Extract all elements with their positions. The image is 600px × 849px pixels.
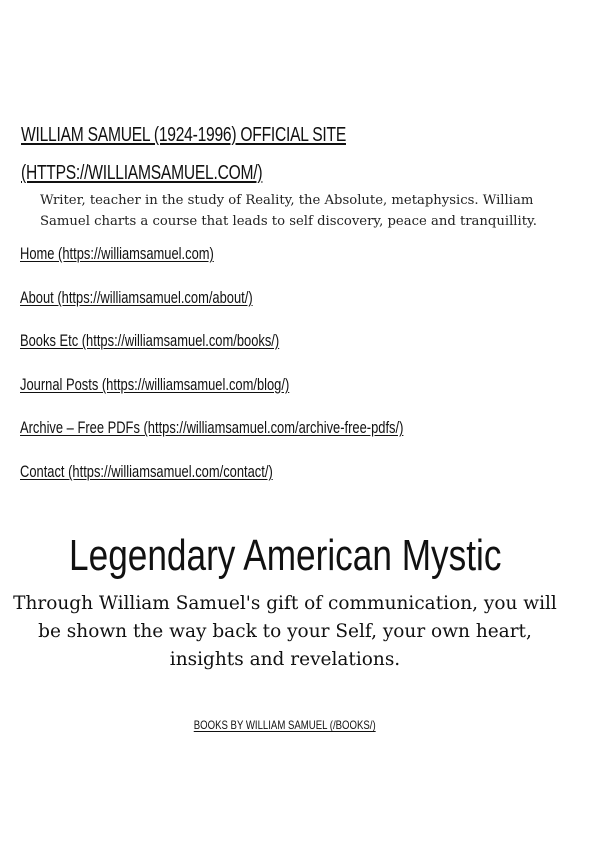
nav-item-contact (20, 458, 524, 502)
nav-link-home[interactable]: Home (https://williamsamuel.com) (20, 244, 214, 263)
nav-link-contact[interactable]: Contact (https://williamsamuel.com/contact/) (20, 461, 273, 481)
nav-link-books[interactable]: Books Etc (https://williamsamuel.com/books/) (20, 331, 280, 351)
nav-link-about[interactable]: About (https://williamsamuel.com/about/) (20, 287, 253, 307)
nav-item-journal (20, 371, 524, 415)
hero-heading (0, 526, 570, 586)
site-title-line-2: (HTTPS://WILLIAMSAMUEL.COM/) (21, 162, 263, 184)
nav-item-books (20, 327, 524, 371)
nav-item-archive (20, 414, 524, 458)
books-link-container (0, 715, 570, 735)
books-by-william-samuel-link[interactable]: BOOKS BY WILLIAM SAMUEL (/BOOKS/) (194, 718, 376, 732)
nav-item-home (20, 240, 524, 284)
nav-item-about (20, 284, 524, 328)
site-title[interactable] (21, 116, 441, 192)
nav-link-archive[interactable]: Archive – Free PDFs (https://williamsamuel.com/archive-free-pdfs/) (20, 418, 404, 438)
hero-heading-text: Legendary American Mystic (68, 531, 502, 580)
site-title-link[interactable] (21, 116, 441, 192)
main-nav (20, 240, 524, 502)
site-title-line-1: WILLIAM SAMUEL (1924-1996) OFFICIAL SITE (21, 124, 346, 146)
site-description: Writer, teacher in the study of Reality, the Absolute, metaphysics. William Samuel charts a course that leads to self discovery, peace and tranquillity. (40, 193, 537, 229)
nav-link-journal[interactable]: Journal Posts (https://williamsamuel.com/blog/) (20, 374, 290, 394)
hero-subtext: Through William Samuel's gift of communication, you will be shown the way back to your Self, your own heart, insights and revelations. (13, 593, 557, 670)
